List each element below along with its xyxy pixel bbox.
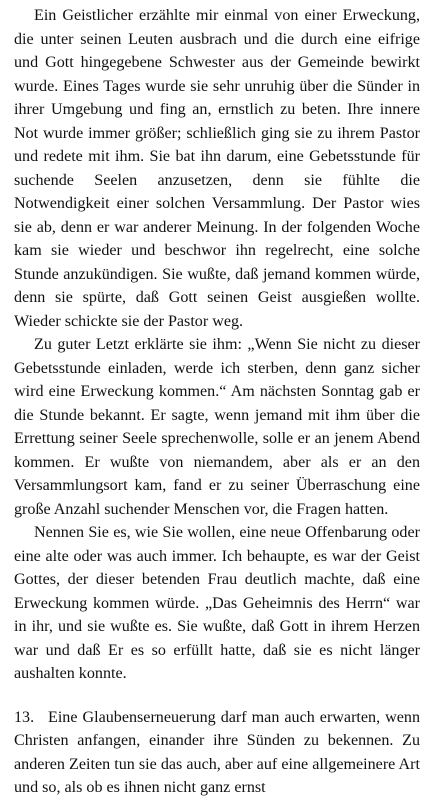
item-number: 13. (14, 708, 35, 726)
numbered-item-13 (14, 706, 420, 800)
item-text: Eine Glaubenserneuerung darf man auch erwarten, wenn Christen anfangen, einander ihre Sünden zu bekennen. Zu anderen Zeiten tun sie das auch, aber auf eine allgemeinere Art und so, als ob es ihnen nicht ganz ernst (14, 708, 420, 796)
paragraph-1: Ein Geistlicher erzählte mir einmal von einer Erweckung, die unter seinen Leuten ausbrach und die durch eine eifrige und Gott hingegebene Schwester aus der Gemeinde bewirkt wurde. Eines Tages wurde sie sehr unruhig über die Sünder in ihrer Umgebung und fing an, ernstlich zu beten. Ihre innere Not wurde immer größer; schließlich ging sie zu ihrem Pastor und redete mit ihm. Sie bat ihn darum, eine Gebetsstunde für suchende Seelen anzusetzen, denn sie fühlte die Notwendigkeit einer solchen Versammlung. Der Pastor wies sie ab, denn er war anderer Meinung. In der folgenden Woche kam sie wieder und beschwor ihn regelrecht, eine solche Stunde anzukündigen. Sie wußte, daß jemand kommen würde, denn sie spürte, daß Gott seinen Geist ausgießen wollte. Wieder schickte sie der Pastor weg. (14, 7, 420, 330)
document-page (14, 4, 420, 800)
paragraph-2: Zu guter Letzt erklärte sie ihm: „Wenn Sie nicht zu dieser Gebetsstunde einladen, werde ich sterben, denn ganz sicher wird eine Erweckung kommen.“ Am nächsten Sonntag gab er die Stunde bekannt. Er sagte, wenn jemand mit ihm über die Errettung seiner Seele sprechenwolle, solle er an jenem Abend kommen. Er wußte von niemandem, aber als er an den Versammlungsort kam, fand er zu seiner Überraschung eine große Anzahl suchender Menschen vor, die Fragen hatten. (14, 336, 420, 518)
paragraph-3: Nennen Sie es, wie Sie wollen, eine neue Offenbarung oder eine alte oder was auch immer. Ich behaupte, es war der Geist Gottes, der dieser betenden Frau deutlich machte, daß eine Erweckung kommen würde. „Das Geheimnis des Herrn“ war in ihr, und sie wußte es. Sie wußte, daß Gott in ihrem Herzen war und daß Er es so erfüllt hatte, daß sie es nicht länger aushalten konnte. (14, 524, 420, 682)
